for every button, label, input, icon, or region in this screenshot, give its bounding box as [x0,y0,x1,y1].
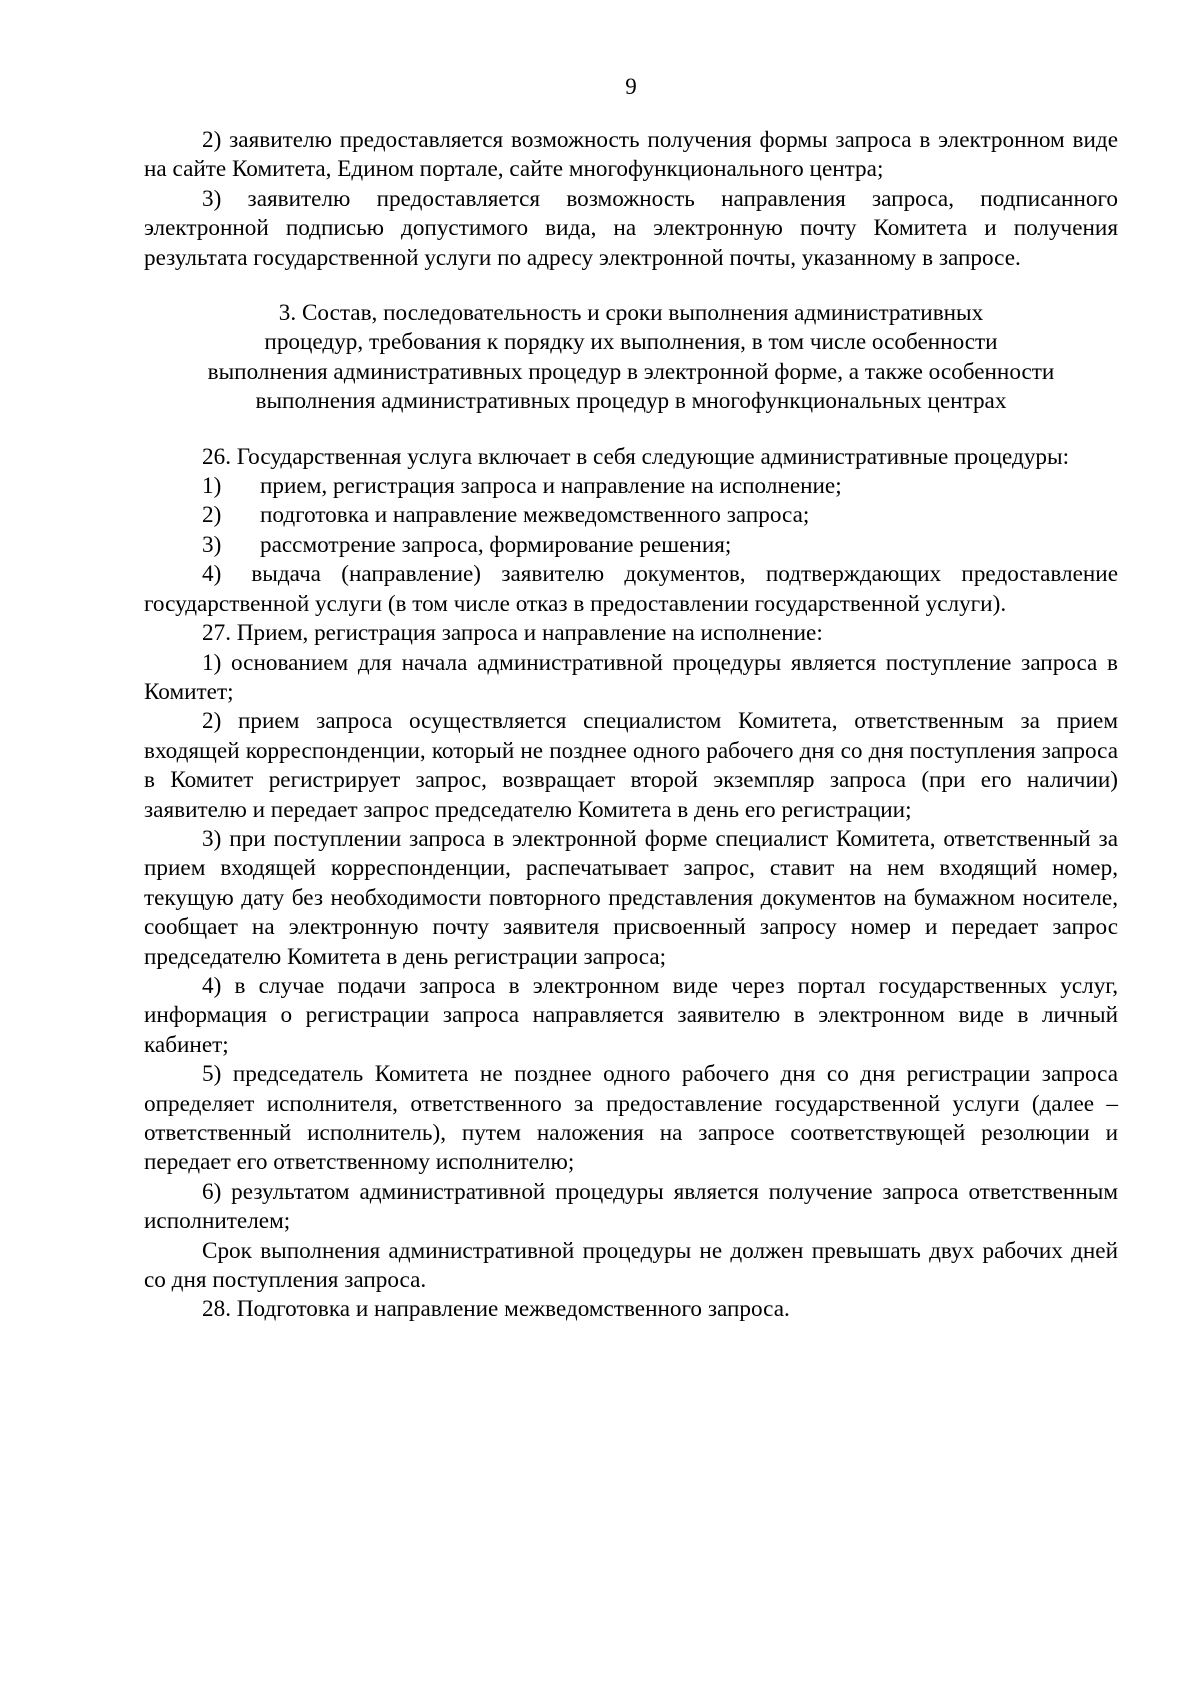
list-item-text: выдача (направление) заявителю документов, подтверждающих предоставление государственной услуги (в том числе отказ в предоставлении государственной услуги). [144,561,1118,617]
intro-item-2: 2) заявителю предоставляется возможность получения формы запроса в электронном виде на сайте Комитета, Едином портале, сайте многофункционального центра; [144,127,1118,183]
clause-27-item: 3) при поступлении запроса в электронной форме специалист Комитета, ответственный за прием входящей корреспонденции, распечатывает запрос, ставит на нем входящий номер, текущую дату без необходимости повторного представления документов на бумажном носителе, сообщает на электронную почту заявителя присвоенный запросу номер и передает запрос председателю Комитета в день регистрации запроса; [144,825,1118,970]
list-item-text: рассмотрение запроса, формирование решения; [260,531,732,558]
clause-27-intro: 27. Прием, регистрация запроса и направление на исполнение: [202,620,823,647]
list-item-text: подготовка и направление межведомственного запроса; [260,502,810,529]
procedure-list-item [144,560,1118,619]
section-heading-line: выполнения административных процедур в электронной форме, а также особенности [207,358,1055,385]
list-item-text: прием, регистрация запроса и направление на исполнение; [260,473,842,500]
clause-27-item: 6) результатом административной процедуры является получение запроса ответственным исполнителем; [144,1178,1118,1235]
procedure-list-item [144,501,1118,530]
clause-27-item: 2) прием запроса осуществляется специалистом Комитета, ответственным за прием входящей корреспонденции, который не позднее одного рабочего дня со дня поступления запроса в Комитет регистрирует запрос, возвращает второй экземпляр запроса (при его наличии) заявителю и передает запрос председателю Комитета в день его регистрации; [144,708,1118,823]
clause-27-item: 4) в случае подачи запроса в электронном виде через портал государственных услуг, информация о регистрации запроса направляется заявителю в электронном виде в личный кабинет; [144,972,1118,1058]
section-heading-line: 3. Состав, последовательность и сроки выполнения административных [278,300,984,327]
list-item-number: 2) [202,502,222,529]
list-item-number: 3) [202,531,222,558]
procedure-list-item [144,531,1118,560]
section-heading-line: процедур, требования к порядку их выполнения, в том числе особенности [264,329,998,356]
clause-26-intro: 26. Государственная услуга включает в себя следующие административные процедуры: [202,443,1070,470]
intro-item-3: 3) заявителю предоставляется возможность направления запроса, подписанного электронной подписью допустимого вида, на электронную почту Комитета и получения результата государственной услуги по адресу электронной почты, указанному в запросе. [144,185,1118,271]
clause-28-intro: 28. Подготовка и направление межведомственного запроса. [202,1296,790,1323]
page-number: 9 [625,74,637,99]
document-body [144,126,1118,1325]
clause-27-item: 5) председатель Комитета не позднее одного рабочего дня со дня регистрации запроса определяет исполнителя, ответственного за предоставление государственной услуги (далее – ответственный исполнитель), путем наложения на запросе соответствующей резолюции и передает его ответственному исполнителю; [144,1061,1118,1176]
section-heading-line: выполнения административных процедур в многофункциональных центрах [255,388,1007,415]
list-item-number: 1) [202,473,222,500]
procedure-list-item [144,472,1118,501]
clause-27-item: 1) основанием для начала административной процедуры является поступление запроса в Комитет; [144,649,1118,705]
section-heading [144,299,1118,417]
list-item-number: 4) [202,561,222,588]
clause-27-deadline: Срок выполнения административной процедуры не должен превышать двух рабочих дней со дня поступления запроса. [144,1237,1118,1294]
